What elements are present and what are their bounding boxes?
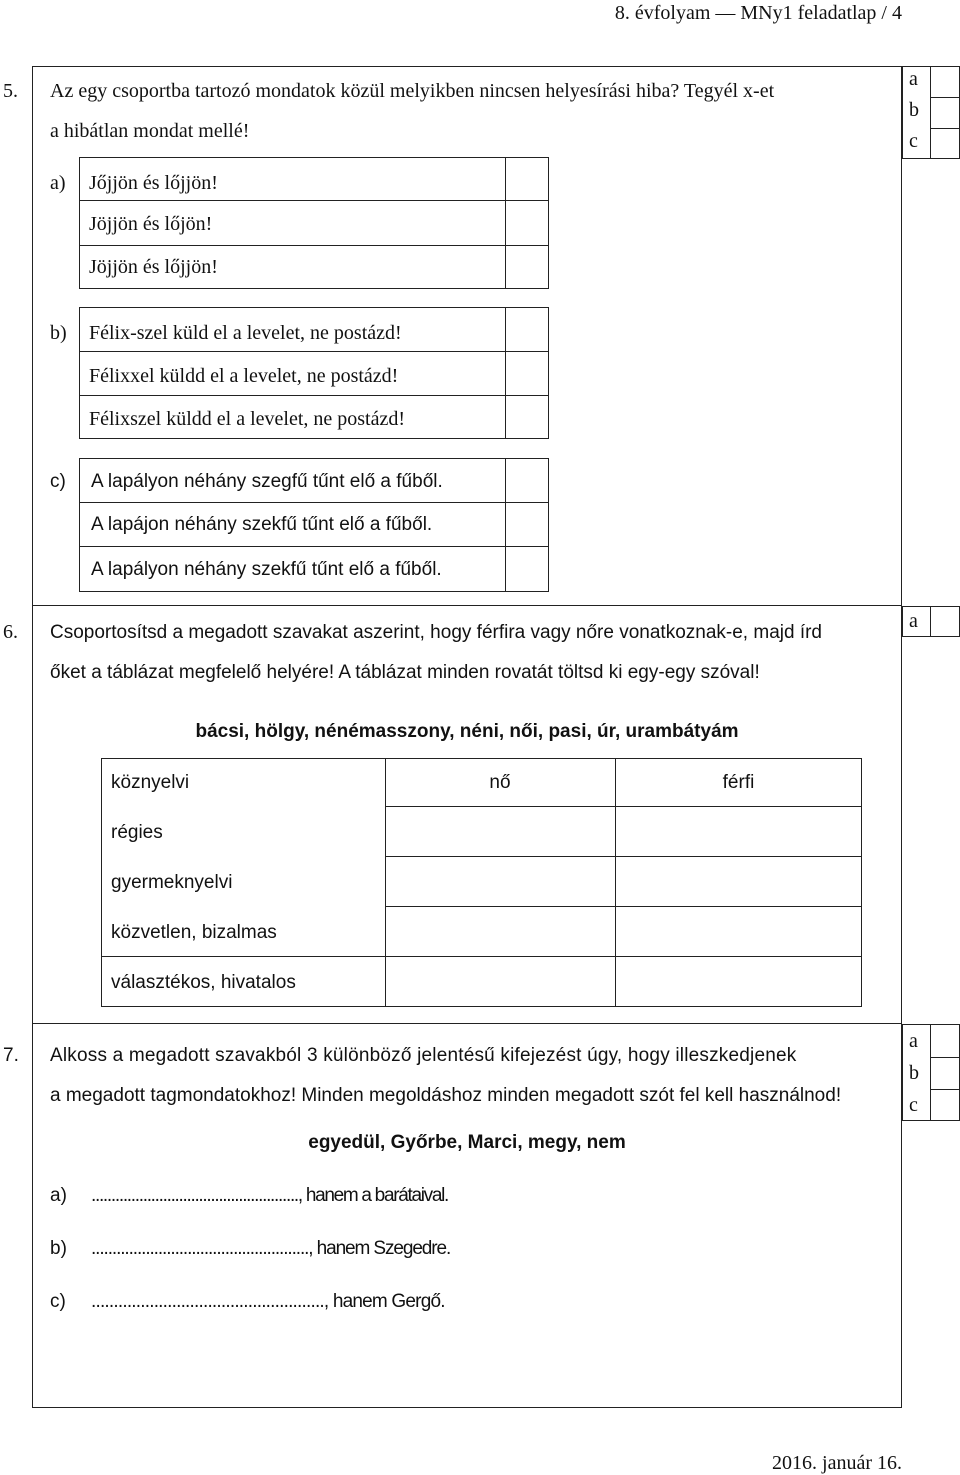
page-header: 8. évfolyam — MNy1 feladatlap / 4 xyxy=(614,2,902,24)
table-header-no: nő xyxy=(489,772,511,793)
task7-instruction-cont: a megadott tagmondatokhoz! Minden megoldáshoz minden megadott szót fel kell használnod! xyxy=(50,1085,842,1106)
task5-b-sentence-3: Félixszel küldd el a levelet, ne postázd! xyxy=(89,408,406,430)
task5-group-a-label: a) xyxy=(50,172,66,194)
task5-a-checkbox-2[interactable] xyxy=(507,202,547,244)
task5-a-sentence-2: Jöjjön és lőjön! xyxy=(89,213,213,235)
task5-c-checkbox-2[interactable] xyxy=(507,504,547,544)
table-cell-input[interactable] xyxy=(387,908,613,954)
table-cell-input[interactable] xyxy=(617,958,860,1005)
task5-instruction: Az egy csoportba tartozó mondatok közül melyikben nincsen helyesírási hiba? Tegyél x-et xyxy=(50,80,775,102)
task5-b-checkbox-2[interactable] xyxy=(507,353,547,393)
task7-score-letter-a: a xyxy=(909,1030,918,1052)
task7-score-letter-b: b xyxy=(909,1062,919,1084)
score-letter-a: a xyxy=(909,68,918,90)
task7-item-a-label: a) xyxy=(50,1185,67,1206)
table-cell-input[interactable] xyxy=(617,808,860,854)
task5-group-b-label: b) xyxy=(50,322,67,344)
task5-number: 5. xyxy=(3,80,18,102)
task7-item-c-text[interactable]: ...................................................., hanem Gergő. xyxy=(91,1291,445,1312)
task5-b-sentence-2: Félixxel küldd el a levelet, ne postázd! xyxy=(89,365,399,387)
task6-word-list: bácsi, hölgy, nénémasszony, néni, női, pasi, úr, urambátyám xyxy=(195,721,739,742)
table-cell-input[interactable] xyxy=(387,958,613,1005)
task5-a-checkbox-3[interactable] xyxy=(507,247,547,287)
task7-word-list: egyedül, Győrbe, Marci, megy, nem xyxy=(308,1132,626,1153)
page-footer-date: 2016. január 16. xyxy=(772,1452,902,1474)
task5-c-checkbox-3[interactable] xyxy=(507,548,547,590)
task5-instruction-cont: a hibátlan mondat mellé! xyxy=(50,120,250,142)
task7-score-letter-c: c xyxy=(909,1094,918,1116)
task5-a-sentence-3: Jöjjön és lőjjön! xyxy=(89,256,218,278)
task6-score-letter-a: a xyxy=(909,610,918,632)
task5-c-sentence-1: A lapályon néhány szegfű tűnt elő a fűből. xyxy=(91,471,443,492)
table-cell-input[interactable] xyxy=(617,858,860,904)
score-letter-b: b xyxy=(909,99,919,121)
table-cell-input[interactable] xyxy=(387,858,613,904)
task5-c-sentence-2: A lapájon néhány szekfű tűnt elő a fűből. xyxy=(91,514,433,535)
table-header-kozn: köznyelvi xyxy=(111,772,190,793)
task7-number: 7. xyxy=(3,1045,19,1066)
task5-a-checkbox-1[interactable] xyxy=(507,159,547,199)
table-row-label: választékos, hivatalos xyxy=(111,972,296,993)
table-cell-input[interactable] xyxy=(617,908,860,954)
task5-b-checkbox-3[interactable] xyxy=(507,397,547,437)
table-row-label: közvetlen, bizalmas xyxy=(111,922,277,943)
task5-c-checkbox-1[interactable] xyxy=(507,460,547,500)
task7-frame xyxy=(32,1024,902,1408)
task5-b-checkbox-1[interactable] xyxy=(507,309,547,349)
task6-number: 6. xyxy=(3,621,18,643)
table-cell-input[interactable] xyxy=(387,808,613,854)
task5-c-sentence-3: A lapályon néhány szekfű tűnt elő a fűből. xyxy=(91,559,442,580)
table-header-ferfi: férfi xyxy=(722,772,755,793)
task7-instruction: Alkoss a megadott szavakból 3 különböző jelentésű kifejezést úgy, hogy illeszkedjenek xyxy=(50,1045,797,1066)
task6-instruction-cont: őket a táblázat megfelelő helyére! A táblázat minden rovatát töltsd ki egy-egy szóval! xyxy=(50,662,760,683)
task6-instruction: Csoportosítsd a megadott szavakat aszerint, hogy férfira vagy nőre vonatkoznak-e, majd írd xyxy=(50,622,822,643)
task7-item-b-text[interactable]: ...................................................., hanem Szegedre. xyxy=(91,1238,451,1259)
table-row-label: gyermeknyelvi xyxy=(111,872,233,893)
task7-item-c-label: c) xyxy=(50,1291,66,1312)
task5-a-sentence-1: Jőjjön és lőjjön! xyxy=(89,172,218,194)
task5-b-sentence-1: Félix-szel küld el a levelet, ne postázd! xyxy=(89,322,402,344)
task5-group-c-label: c) xyxy=(50,471,66,492)
score-letter-c: c xyxy=(909,130,918,152)
task7-item-a-text[interactable]: ...................................................., hanem a barátaival. xyxy=(91,1185,449,1206)
task7-item-b-label: b) xyxy=(50,1238,67,1259)
table-row-label: régies xyxy=(111,822,163,843)
